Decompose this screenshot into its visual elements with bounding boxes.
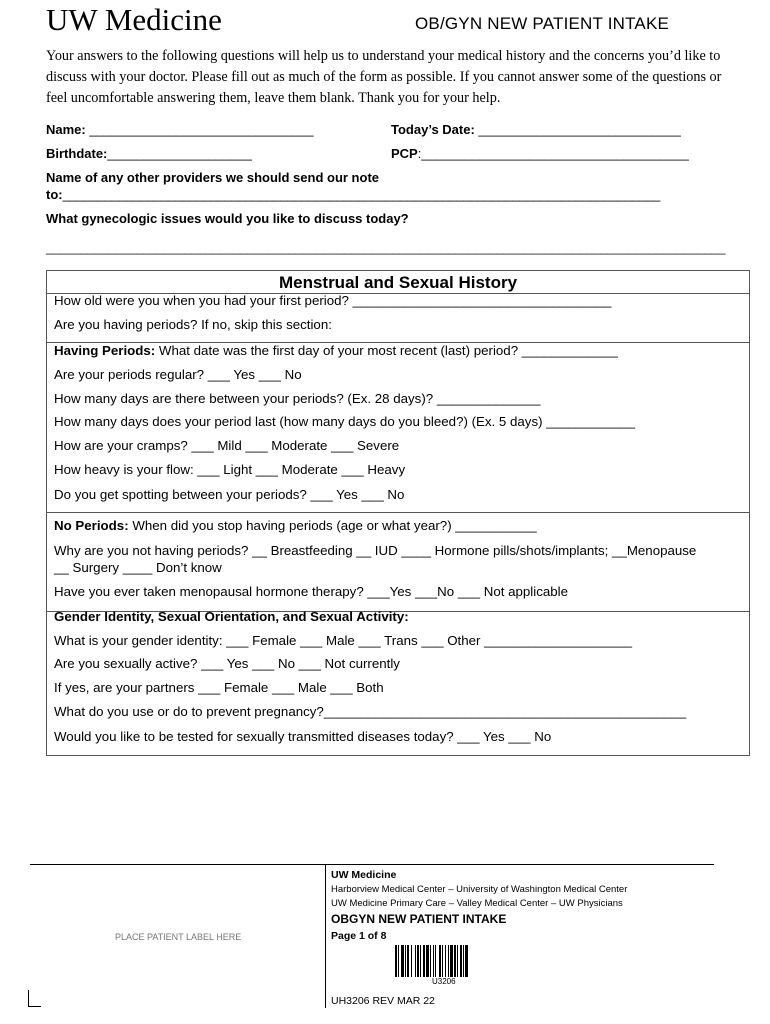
question-text: How many days does your period last (how many days do you bleed?) (Ex. 5 days) ____________ — [54, 414, 635, 429]
barcode-bar — [423, 945, 425, 977]
name-field[interactable] — [46, 122, 314, 137]
barcode-bar — [417, 945, 419, 977]
question-row[interactable] — [54, 462, 405, 477]
barcode-bar — [426, 945, 429, 977]
question-text: When did you stop having periods (age or what year?) ___________ — [128, 518, 537, 533]
question-row[interactable] — [54, 317, 332, 332]
question-text: Would you like to be tested for sexually transmitted diseases today? ___ Yes ___ No — [54, 729, 552, 744]
question-heading: No Periods: — [54, 518, 129, 533]
question-text: __ Surgery ____ Don’t know — [54, 560, 222, 575]
question-row[interactable] — [54, 704, 686, 719]
question-text: Why are you not having periods? __ Breastfeeding __ IUD ____ Hormone pills/shots/implants; __Menopause — [54, 543, 697, 558]
providers-label-line2: to: — [46, 187, 63, 202]
barcode-bar — [457, 945, 458, 977]
barcode-bar — [435, 945, 436, 977]
barcode-bar — [420, 945, 421, 977]
barcode-bar — [445, 945, 446, 977]
barcode-bar — [439, 945, 441, 977]
barcode-bar — [450, 945, 453, 977]
form-title: OB/GYN NEW PATIENT INTAKE — [415, 14, 670, 33]
section-title: Menstrual and Sexual History — [278, 273, 518, 292]
question-text: Do you get spotting between your periods? ___ Yes ___ No — [54, 487, 405, 502]
question-row[interactable] — [54, 609, 409, 624]
name-label: Name: — [46, 122, 86, 137]
question-row[interactable] — [54, 487, 404, 502]
question-text: If yes, are your partners ___ Female ___ Male ___ Both — [54, 680, 384, 695]
question-text: Have you ever taken menopausal hormone therapy? ___Yes ___No ___ Not applicable — [54, 584, 569, 599]
todays-date-field[interactable] — [391, 122, 681, 137]
barcode-bar — [448, 945, 449, 977]
question-row[interactable] — [54, 656, 400, 671]
pcp-field[interactable] — [391, 146, 689, 161]
question-text: How heavy is your flow: ___ Light ___ Moderate ___ Heavy — [54, 462, 406, 477]
birthdate-label: Birthdate: — [46, 146, 108, 161]
question-row[interactable] — [54, 518, 537, 533]
barcode-bar — [415, 945, 416, 977]
barcode-bar — [405, 945, 406, 977]
question-text: How old were you when you had your first period? ___________________________________ — [54, 293, 612, 308]
patient-label-area: PLACE PATIENT LABEL HERE — [115, 932, 242, 942]
barcode-bar — [395, 945, 397, 977]
intro-paragraph: Your answers to the following questions will help us to understand your medical history and the concerns you’d like to discuss with your doctor. Please fill out as much of the form as possible. If you cannot answer some of the questions or feel uncomfortable answering them, leave them blank. Thank you for your help. — [46, 48, 722, 106]
barcode-bar — [407, 945, 409, 977]
question-row[interactable] — [54, 343, 618, 358]
question-text: How are your cramps? ___ Mild ___ Moderate ___ Severe — [54, 438, 400, 453]
barcode-bar — [463, 945, 464, 977]
question-text: Are you having periods? If no, skip this section: — [54, 317, 332, 332]
barcode-bar — [454, 945, 456, 977]
question-text: How many days are there between your periods? (Ex. 28 days)? ______________ — [54, 391, 541, 406]
question-text: Are you sexually active? ___ Yes ___ No ___ Not currently — [54, 656, 400, 671]
barcode-bar — [442, 945, 443, 977]
question-row[interactable] — [54, 584, 568, 599]
footer-vertical-divider — [325, 864, 326, 1008]
pcp-label: PCP — [391, 146, 418, 161]
question-heading: Gender Identity, Sexual Orientation, and Sexual Activity: — [54, 609, 409, 624]
barcode-text: U3206 — [432, 977, 456, 986]
page-number: Page 1 of 8 — [331, 930, 387, 942]
question-heading: Having Periods: — [54, 343, 156, 358]
question-row[interactable] — [54, 560, 222, 575]
question-row[interactable] — [54, 438, 399, 453]
question-text: What do you use or do to prevent pregnancy?_________________________________________________ — [54, 704, 687, 719]
providers-label-line1: Name of any other providers we should send our note — [46, 170, 379, 185]
question-row[interactable] — [54, 633, 632, 648]
question-row[interactable] — [54, 680, 384, 695]
footer-divider — [30, 864, 714, 865]
revision-code: UH3206 REV MAR 22 — [331, 995, 435, 1007]
date-label: Today’s Date: — [391, 122, 475, 137]
question-row[interactable] — [54, 543, 696, 558]
pcp-blank[interactable]: :_____________________________________ — [417, 146, 689, 161]
question-row[interactable] — [54, 391, 540, 406]
barcode-bar — [430, 945, 431, 977]
menstrual-sexual-history-section — [46, 270, 750, 756]
barcode-bar — [460, 945, 462, 977]
question-row[interactable] — [54, 367, 302, 382]
footer-form-name: OBGYN NEW PATIENT INTAKE — [331, 912, 507, 926]
gyn-issues-label: What gynecologic issues would you like to discuss today? — [46, 211, 409, 226]
question-text: What date was the first day of your most recent (last) period? _____________ — [155, 343, 618, 358]
birthdate-field[interactable] — [46, 146, 252, 161]
brand-title: UW Medicine — [46, 2, 222, 37]
barcode-bar — [398, 945, 399, 977]
name-blank[interactable]: _______________________________ — [85, 122, 314, 137]
birthdate-blank[interactable]: ____________________ — [107, 146, 252, 161]
question-row[interactable] — [54, 729, 551, 744]
gyn-issues-blank[interactable]: __________________________________________________________________________________________________ — [46, 240, 726, 255]
question-text: Are your periods regular? ___ Yes ___ No — [54, 367, 302, 382]
date-blank[interactable]: ____________________________ — [474, 122, 681, 137]
barcode-icon — [395, 945, 490, 977]
barcode-bar — [465, 945, 468, 977]
providers-field[interactable] — [46, 187, 660, 202]
providers-blank[interactable]: _____________________________________________________________________________________ — [62, 187, 661, 202]
barcode-bar — [433, 945, 434, 977]
barcode-bar — [401, 945, 404, 977]
barcode-bar — [411, 945, 412, 977]
question-text: What is your gender identity: ___ Female ___ Male ___ Trans ___ Other ____________________ — [54, 633, 633, 648]
footer-line1: Harborview Medical Center – University of Washington Medical Center — [331, 884, 628, 895]
footer-line2: UW Medicine Primary Care – Valley Medical Center – UW Physicians — [331, 898, 623, 909]
divider — [47, 512, 749, 513]
footer-org: UW Medicine — [331, 869, 397, 881]
corner-mark — [28, 990, 41, 1007]
question-row[interactable] — [54, 293, 611, 308]
question-row[interactable] — [54, 414, 635, 429]
